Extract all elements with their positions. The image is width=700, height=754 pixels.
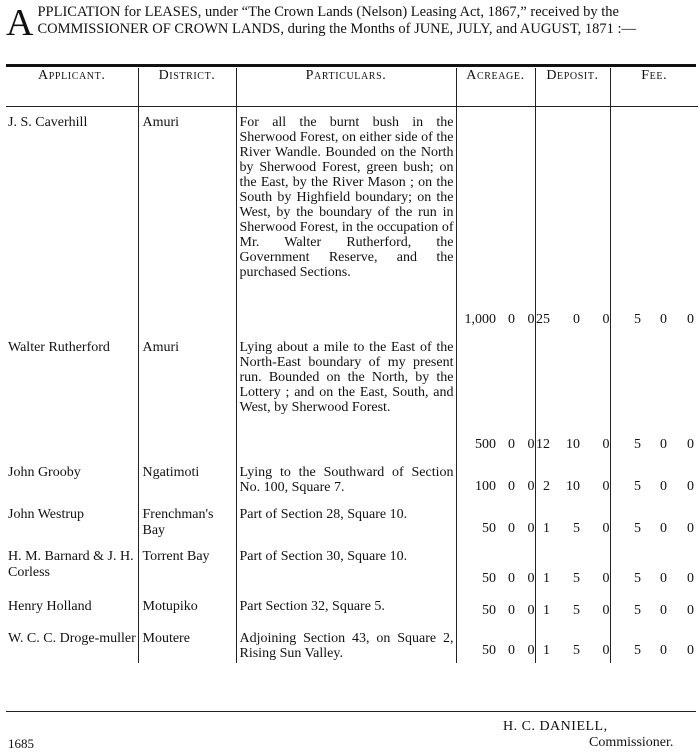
acreage-cell: 0 — [508, 642, 515, 658]
table-body — [6, 107, 698, 663]
deposit-cell: 5 — [573, 642, 580, 658]
page-number: 1685 — [8, 736, 34, 751]
acreage-cell: 0 — [527, 311, 535, 327]
fee-cell: 0 — [687, 478, 694, 494]
deposit-cell: 5 — [573, 570, 580, 586]
fee-cell: 0 — [687, 642, 694, 658]
acreage-cell: 0 — [527, 520, 535, 536]
deposit-cell: 1 — [535, 499, 554, 541]
acreage-cell: 0 — [527, 436, 535, 452]
deposit-cell: 5 — [573, 602, 580, 618]
applicant-cell: J. S. Caverhill — [8, 115, 88, 130]
deposit-cell: 12 — [535, 332, 554, 457]
deposit-cell: 5 — [573, 520, 580, 536]
particulars-cell: Lying about a mile to the East of the North-East boundary of my present run. Bounded on the North, by the Lottery ; and on the East, South, and West, by Sherwood Forest. — [236, 332, 456, 457]
table-row — [6, 499, 698, 541]
fee-cell: 5 — [610, 541, 645, 591]
table-row — [6, 457, 698, 499]
col-applicant: Applicant. — [6, 68, 138, 107]
deposit-cell: 10 — [566, 436, 580, 452]
signatory: H. C. DANIELL, — [503, 719, 608, 734]
col-deposit: Deposit. — [535, 68, 610, 107]
acreage-cell: 50 — [456, 591, 500, 623]
acreage-cell: 500 — [456, 332, 500, 457]
deposit-cell: 0 — [602, 436, 610, 452]
applicant-cell: John Westrup — [8, 506, 85, 522]
acreage-cell: 0 — [508, 570, 515, 586]
particulars-cell: For all the burnt bush in the Sherwood Forest, on either side of the River Wandle. Bounded on the North by Sherwood Forest, green bush; on the East, by the River Mason ; on the South by Highfield boundary; on the West, by the boundary of the run in Sherwood Forest, in the occupation of Mr. Walter Rutherford, the Government Reserve, and the purchased Sections. — [236, 107, 456, 332]
district-cell: Moutere — [138, 623, 236, 663]
deposit-cell: 0 — [602, 642, 610, 658]
district-cell: Ngatimoti — [138, 457, 236, 499]
table-row — [6, 623, 698, 663]
fee-cell: 0 — [660, 570, 667, 586]
deposit-cell: 0 — [602, 478, 610, 494]
applicant-cell: W. C. C. Droge-muller — [8, 630, 136, 646]
deposit-cell: 1 — [535, 541, 554, 591]
acreage-cell: 0 — [508, 478, 515, 494]
acreage-cell: 1,000 — [456, 107, 500, 332]
acreage-cell: 0 — [527, 478, 535, 494]
acreage-cell: 100 — [456, 457, 500, 499]
document-heading — [6, 2, 696, 44]
deposit-cell: 0 — [602, 570, 610, 586]
acreage-cell: 0 — [508, 602, 515, 618]
deposit-cell: 0 — [602, 520, 610, 536]
fee-cell: 5 — [610, 107, 645, 332]
deposit-cell: 2 — [535, 457, 554, 499]
col-fee: Fee. — [610, 68, 698, 107]
particulars-cell: Adjoining Section 43, on Square 2, Rising Sun Valley. — [236, 623, 456, 663]
applicant-cell: Walter Rutherford — [8, 339, 110, 355]
leases-table — [6, 68, 698, 663]
deposit-cell: 1 — [535, 591, 554, 623]
fee-cell: 0 — [687, 311, 694, 327]
table-row — [6, 332, 698, 457]
heading-text: PPLICATION for LEASES, under “The Crown Lands (Nelson) Leasing Act, 1867,” received by the COMMISSIONER OF CROWN LANDS, during the Months of JUNE, JULY, and AUGUST, 1871 :— — [37, 4, 637, 37]
deposit-cell: 0 — [573, 311, 580, 327]
district-cell: Amuri — [138, 107, 236, 332]
acreage-cell: 0 — [508, 436, 515, 452]
fee-cell: 5 — [610, 499, 645, 541]
particulars-cell: Part Section 32, Square 5. — [236, 591, 456, 623]
fee-cell: 0 — [687, 570, 694, 586]
fee-cell: 0 — [660, 520, 667, 536]
district-cell: Frenchman's Bay — [138, 499, 236, 541]
deposit-cell: 10 — [566, 478, 580, 494]
fee-cell: 0 — [687, 436, 694, 452]
col-acreage: Acreage. — [456, 68, 535, 107]
particulars-cell: Part of Section 28, Square 10. — [236, 499, 456, 541]
drop-cap: A — [6, 2, 34, 44]
fee-cell: 5 — [610, 332, 645, 457]
acreage-cell: 0 — [527, 642, 535, 658]
applicant-cell: Henry Holland — [8, 598, 92, 614]
district-cell: Torrent Bay — [138, 541, 236, 591]
particulars-cell: Lying to the Southward of Section No. 100, Square 7. — [236, 457, 456, 499]
table-row — [6, 541, 698, 591]
acreage-cell: 0 — [508, 520, 515, 536]
col-district: District. — [138, 68, 236, 107]
fee-cell: 5 — [610, 623, 645, 663]
acreage-cell: 0 — [527, 570, 535, 586]
acreage-cell: 0 — [527, 602, 535, 618]
fee-cell: 0 — [660, 642, 667, 658]
deposit-cell: 25 — [535, 107, 554, 332]
table-row — [6, 107, 698, 332]
district-cell: Amuri — [138, 332, 236, 457]
acreage-cell: 0 — [508, 311, 515, 327]
fee-cell: 0 — [660, 602, 667, 618]
acreage-cell: 50 — [456, 499, 500, 541]
fee-cell: 0 — [687, 520, 694, 536]
deposit-cell: 0 — [602, 311, 610, 327]
deposit-cell: 0 — [602, 602, 610, 618]
district-cell: Motupiko — [138, 591, 236, 623]
footer-rule — [6, 711, 696, 712]
fee-cell: 5 — [610, 457, 645, 499]
col-particulars: Particulars. — [236, 68, 456, 107]
deposit-cell: 1 — [535, 623, 554, 663]
acreage-cell: 50 — [456, 623, 500, 663]
header-rule — [6, 64, 696, 67]
fee-cell: 0 — [687, 602, 694, 618]
particulars-cell: Part of Section 30, Square 10. — [236, 541, 456, 591]
acreage-cell: 50 — [456, 541, 500, 591]
table-row — [6, 591, 698, 623]
fee-cell: 5 — [610, 591, 645, 623]
column-header-row — [6, 68, 698, 107]
signatory-title: Commissioner. — [589, 735, 674, 750]
fee-cell: 0 — [660, 311, 667, 327]
applicant-cell: H. M. Barnard & J. H. Corless — [8, 548, 134, 580]
fee-cell: 0 — [660, 478, 667, 494]
applicant-cell: John Grooby — [8, 464, 81, 480]
fee-cell: 0 — [660, 436, 667, 452]
